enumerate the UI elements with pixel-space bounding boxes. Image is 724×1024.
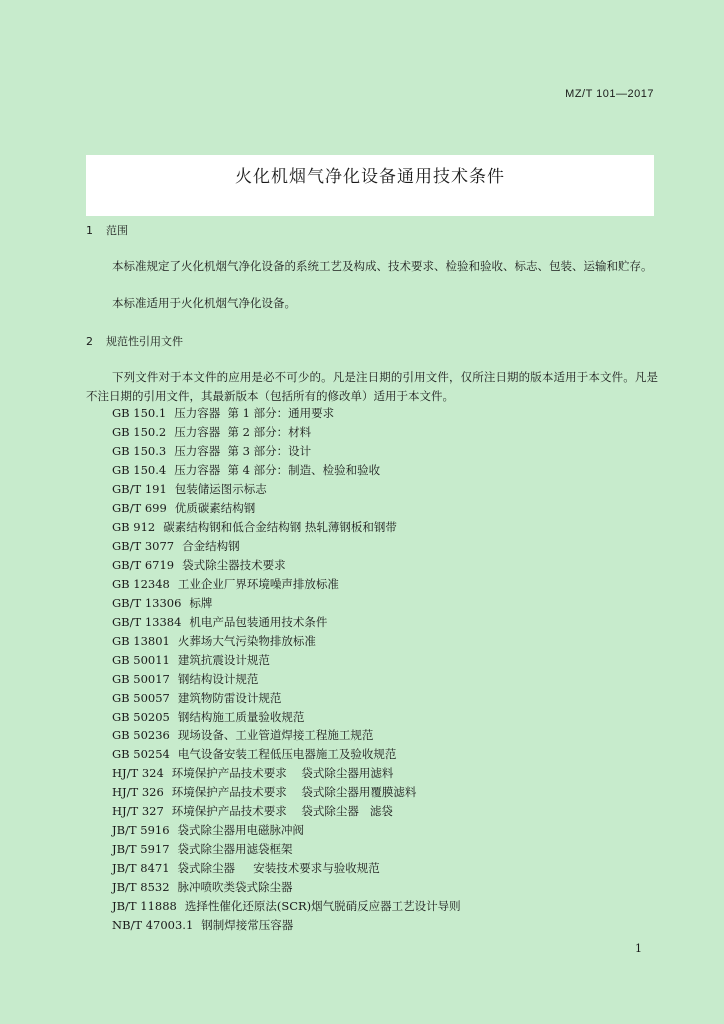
scope-paragraph-1: 本标准规定了火化机烟气净化设备的系统工艺及构成、技术要求、检验和验收、标志、包装、运输和贮存。: [112, 259, 653, 273]
reference-title: 压力容器 第 1 部分：通用要求: [174, 406, 335, 420]
section-2-title: 规范性引用文件: [106, 335, 183, 348]
reference-code: GB 50205: [112, 709, 170, 724]
reference-item: [112, 783, 461, 802]
reference-item: [112, 840, 461, 859]
reference-item: [112, 916, 461, 935]
reference-title: 工业企业厂界环境噪声排放标准: [177, 576, 339, 591]
reference-item: [112, 897, 461, 916]
reference-code: HJ/T 326: [112, 785, 164, 800]
reference-title: 压力容器 第 3 部分：设计: [174, 443, 312, 458]
reference-title: 袋式除尘器用电磁脉冲阀: [177, 823, 305, 838]
reference-item: [112, 745, 461, 764]
reference-title: 袋式除尘器用滤袋框架: [177, 842, 293, 857]
reference-item: [112, 764, 461, 783]
reference-code: JB/T 8532: [112, 880, 170, 895]
reference-item: [112, 537, 461, 556]
reference-title: 电气设备安装工程低压电器施工及验收规范: [177, 747, 397, 762]
reference-item: [112, 689, 461, 708]
reference-title: 选择性催化还原法(SCR)烟气脱硝反应器工艺设计导则: [184, 899, 461, 914]
reference-title: 优质碳素结构钢: [174, 500, 256, 515]
reference-title: 钢结构设计规范: [177, 671, 259, 686]
reference-item: [112, 480, 461, 499]
reference-code: GB/T 13384: [112, 614, 182, 629]
document-title: 火化机烟气净化设备通用技术条件: [235, 167, 505, 187]
reference-code: GB 150.2: [112, 424, 167, 439]
reference-title: 环境保护产品技术要求 袋式除尘器用滤料: [171, 766, 394, 781]
reference-item: [112, 651, 461, 670]
reference-item: [112, 518, 461, 537]
reference-code: GB 150.4: [112, 462, 167, 477]
reference-code: JB/T 11888: [112, 899, 177, 914]
reference-code: GB 150.1: [112, 406, 167, 420]
section-1-title: 范围: [106, 224, 128, 237]
reference-item: [112, 404, 461, 423]
reference-item: [112, 499, 461, 518]
reference-code: NB/T 47003.1: [112, 918, 194, 933]
reference-item: [112, 423, 461, 442]
reference-title: 钢结构施工质量验收规范: [177, 709, 305, 724]
reference-title: 环境保护产品技术要求 袋式除尘器 滤袋: [171, 804, 393, 819]
reference-code: GB 150.3: [112, 443, 167, 458]
standard-code: MZ/T 101—2017: [565, 88, 654, 100]
reference-code: GB 12348: [112, 576, 170, 591]
reference-code: GB/T 699: [112, 500, 167, 515]
reference-item: [112, 575, 461, 594]
reference-item: [112, 594, 461, 613]
reference-code: GB 50254: [112, 747, 170, 762]
reference-item: [112, 461, 461, 480]
reference-item: [112, 802, 461, 821]
reference-title: 机电产品包装通用技术条件: [189, 614, 328, 629]
reference-code: GB/T 13306: [112, 595, 182, 610]
reference-item: [112, 556, 461, 575]
reference-code: HJ/T 324: [112, 766, 164, 781]
reference-title: 合金结构钢: [182, 538, 240, 553]
reference-title: 压力容器 第 4 部分：制造、检验和验收: [174, 462, 381, 477]
reference-title: 火葬场大气污染物排放标准: [177, 633, 316, 648]
reference-item: [112, 859, 461, 878]
reference-title: 脉冲喷吹类袋式除尘器: [177, 880, 293, 895]
section-2-heading: [86, 333, 183, 349]
reference-title: 建筑物防雷设计规范: [177, 690, 282, 705]
reference-code: GB/T 3077: [112, 538, 175, 553]
reference-code: JB/T 5917: [112, 842, 170, 857]
reference-title: 压力容器 第 2 部分：材料: [174, 424, 312, 439]
reference-list: [112, 404, 461, 935]
reference-item: [112, 442, 461, 461]
reference-item: [112, 726, 461, 745]
reference-title: 钢制焊接常压容器: [201, 918, 294, 933]
reference-code: GB 50236: [112, 728, 170, 743]
reference-code: JB/T 8471: [112, 861, 170, 876]
reference-code: GB 50011: [112, 652, 170, 667]
reference-code: HJ/T 327: [112, 804, 164, 819]
reference-item: [112, 670, 461, 689]
reference-code: GB 13801: [112, 633, 170, 648]
reference-item: [112, 878, 461, 897]
page-number: 1: [635, 942, 642, 955]
reference-code: GB 50017: [112, 671, 170, 686]
reference-code: JB/T 5916: [112, 823, 170, 838]
reference-item: [112, 632, 461, 651]
reference-title: 标牌: [189, 595, 213, 610]
section-2-number: 2: [86, 335, 93, 348]
reference-title: 建筑抗震设计规范: [177, 652, 270, 667]
reference-title: 碳素结构钢和低合金结构钢 热轧薄钢板和钢带: [163, 519, 397, 534]
reference-title: 包装储运图示标志: [174, 481, 267, 496]
reference-code: GB/T 191: [112, 481, 167, 496]
reference-code: GB 912: [112, 519, 156, 534]
reference-item: [112, 708, 461, 727]
scope-paragraph-2: 本标准适用于火化机烟气净化设备。: [112, 296, 296, 310]
reference-code: GB/T 6719: [112, 557, 175, 572]
reference-item: [112, 613, 461, 632]
title-box: [86, 155, 654, 216]
reference-item: [112, 821, 461, 840]
references-intro: 下列文件对于本文件的应用是必不可少的。凡是注日期的引用文件，仅所注日期的版本适用于本文件。凡是不注日期的引用文件，其最新版本（包括所有的修改单）适用于本文件。: [86, 370, 658, 403]
section-1-heading: [86, 222, 128, 238]
reference-title: 袋式除尘器技术要求: [182, 557, 286, 572]
reference-title: 现场设备、工业管道焊接工程施工规范: [177, 728, 374, 743]
section-1-number: 1: [86, 224, 93, 237]
reference-code: GB 50057: [112, 690, 170, 705]
reference-title: 环境保护产品技术要求 袋式除尘器用覆膜滤料: [171, 785, 417, 800]
reference-title: 袋式除尘器 安装技术要求与验收规范: [177, 861, 380, 876]
